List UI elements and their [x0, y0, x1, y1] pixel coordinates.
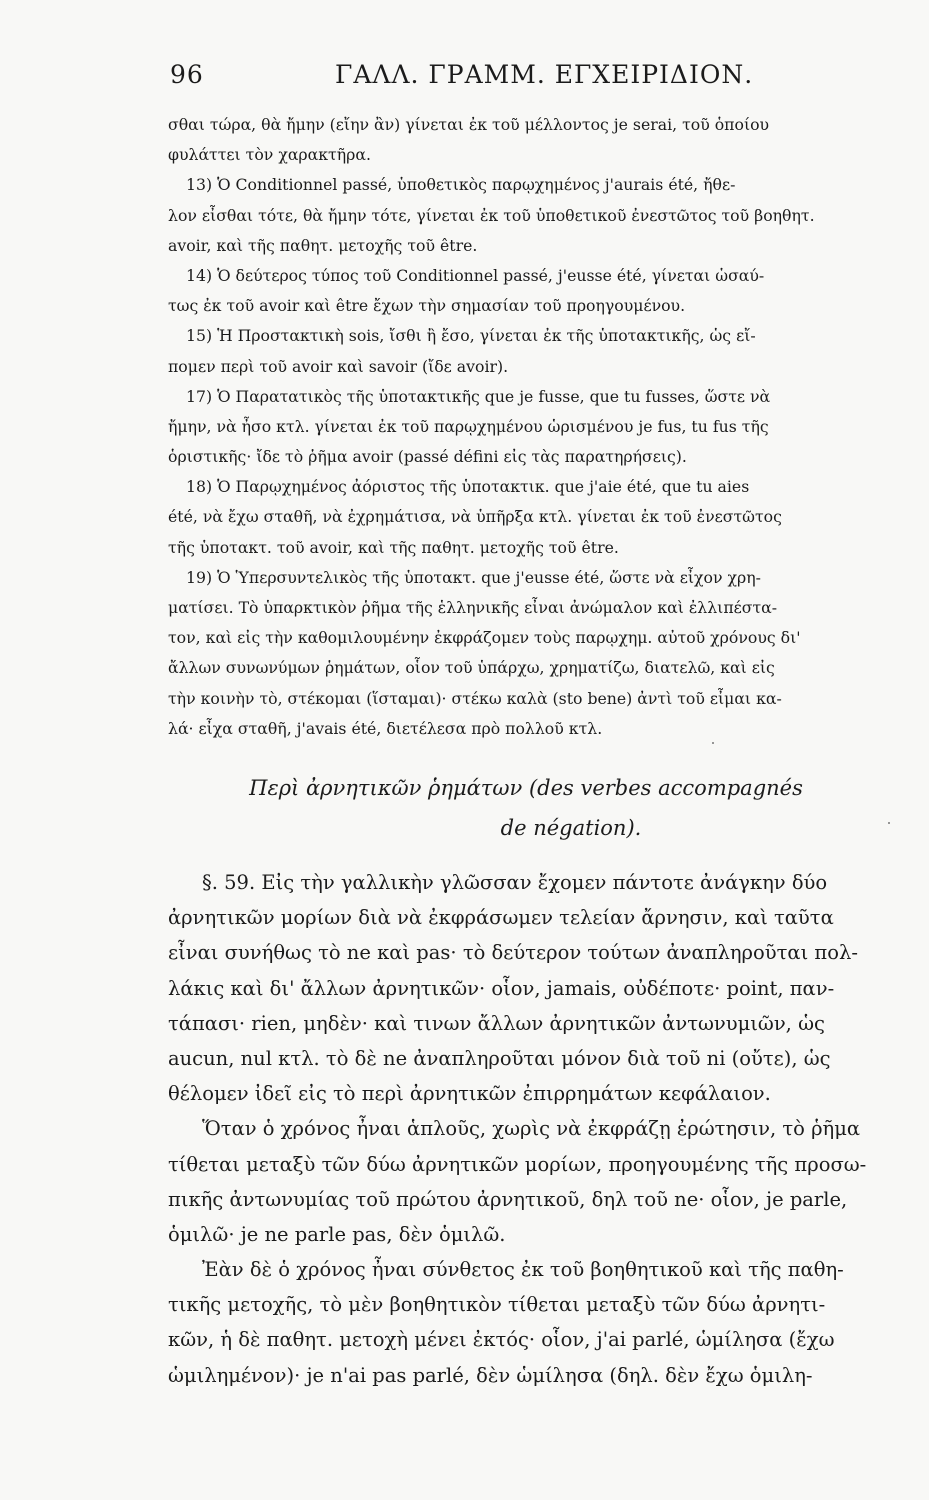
- paragraph-line: ὁμιλῶ· je ne parle pas, δὲν ὁμιλῶ.: [168, 1222, 506, 1246]
- text-line: avoir, καὶ τῆς παθητ. μετοχῆς τοῦ être.: [168, 235, 478, 255]
- text-line: τῆς ὑποτακτ. τοῦ avoir, καὶ τῆς παθητ. μετοχῆς τοῦ être.: [168, 537, 619, 557]
- paragraph-line: κῶν, ἡ δὲ παθητ. μετοχὴ μένει ἐκτός· οἷον, j'ai parlé, ὡμίλησα (ἔχω: [168, 1328, 835, 1352]
- section-heading-line-2: de négation).: [500, 816, 642, 840]
- text-line: 18) Ὁ Παρῳχημένος ἀόριστος τῆς ὑποτακτικ. que j'aie été, que tu aies: [186, 477, 750, 497]
- text-line: 13) Ὁ Conditionnel passé, ὑποθετικὸς παρῳχημένος j'aurais été, ἤθε-: [186, 175, 736, 195]
- paragraph-line: ὡμιλημένον)· je n'ai pas parlé, δὲν ὡμίλησα (δηλ. δὲν ἔχω ὁμιλη-: [168, 1363, 813, 1387]
- text-line: ὁριστικῆς· ἴδε τὸ ῥῆμα avoir (passé défini εἰς τὰς παρατηρήσεις).: [168, 447, 687, 467]
- text-line: 14) Ὁ δεύτερος τύπος τοῦ Conditionnel passé, j'eusse été, γίνεται ὡσαύ-: [186, 265, 765, 285]
- paragraph-line: Ἐὰν δὲ ὁ χρόνος ἦναι σύνθετος ἐκ τοῦ βοηθητικοῦ καὶ τῆς παθη-: [202, 1258, 844, 1282]
- paragraph-line: εἶναι συνήθως τὸ ne καὶ pas· τὸ δεύτερον τούτων ἀναπληροῦται πολ-: [168, 941, 858, 965]
- paragraph-line: πικῆς ἀντωνυμίας τοῦ πρώτου ἀρνητικοῦ, δηλ τοῦ ne· οἷον, je parle,: [168, 1187, 848, 1211]
- paragraph-line: aucun, nul κτλ. τὸ δὲ ne ἀναπληροῦται μόνον διὰ τοῦ ni (οὔτε), ὡς: [168, 1046, 831, 1070]
- running-title: ΓΑΛΛ. ΓΡΑΜΜ. ΕΓΧΕΙΡΙΔΙΟΝ.: [335, 60, 754, 89]
- text-line: 17) Ὁ Παρατατικὸς τῆς ὑποτακτικῆς que je fusse, que tu fusses, ὥστε νὰ: [186, 386, 771, 406]
- paragraph-line: ἀρνητικῶν μορίων διὰ νὰ ἐκφράσωμεν τελείαν ἄρνησιν, καὶ ταῦτα: [168, 906, 834, 930]
- print-speck: [888, 822, 890, 824]
- text-line: 15) Ἡ Προστακτικὴ sois, ἴσθι ἢ ἔσο, γίνεται ἐκ τῆς ὑποτακτικῆς, ὡς εἴ-: [186, 326, 756, 346]
- text-line: σθαι τώρα, θὰ ἤμην (εἴην ἂν) γίνεται ἐκ τοῦ μέλλοντος je serai, τοῦ ὁποίου: [168, 115, 770, 134]
- text-line: λον εἶσθαι τότε, θὰ ἤμην τότε, γίνεται ἐκ τοῦ ὑποθετικοῦ ἐνεστῶτος τοῦ βοηθητ.: [168, 205, 815, 225]
- text-line: 19) Ὁ Ὑπερσυντελικὸς τῆς ὑποτακτ. que j'eusse été, ὥστε νὰ εἶχον χρη-: [186, 567, 761, 587]
- section-heading-line-1: Περὶ ἀρνητικῶν ῥημάτων (des verbes accompagnés: [249, 776, 803, 800]
- text-line: φυλάττει τὸν χαρακτῆρα.: [168, 145, 371, 165]
- paragraph-line: θέλομεν ἰδεῖ εἰς τὸ περὶ ἀρνητικῶν ἐπιρρημάτων κεφάλαιον.: [168, 1082, 771, 1106]
- text-line: ἤμην, νὰ ἦσο κτλ. γίνεται ἐκ τοῦ παρῳχημένου ὡρισμένου je fus, tu fus τῆς: [168, 416, 769, 436]
- paragraph-line: τικῆς μετοχῆς, τὸ μὲν βοηθητικὸν τίθεται μεταξὺ τῶν δύω ἀρνητι-: [168, 1293, 826, 1317]
- paragraph-line: Ὅταν ὁ χρόνος ἦναι ἁπλοῦς, χωρὶς νὰ ἐκφράζῃ ἐρώτησιν, τὸ ῥῆμα: [202, 1117, 861, 1141]
- paragraph-line: τίθεται μεταξὺ τῶν δύω ἀρνητικῶν μορίων, προηγουμένης τῆς προσω-: [168, 1152, 867, 1176]
- paragraph-line: λάκις καὶ δι' ἄλλων ἀρνητικῶν· οἷον, jamais, οὐδέποτε· point, παν-: [168, 976, 835, 1000]
- text-line: πομεν περὶ τοῦ avoir καὶ savoir (ἴδε avoir).: [168, 356, 509, 376]
- main-text-block: [168, 865, 884, 1393]
- page-header: [170, 60, 885, 96]
- notes-text-block: [168, 110, 884, 744]
- section-heading: [168, 768, 884, 848]
- text-line: ἄλλων συνωνύμων ῥημάτων, οἷον τοῦ ὑπάρχω, χρηματίζω, διατελῶ, καὶ εἰς: [168, 658, 775, 678]
- paragraph-line: §. 59. Εἰς τὴν γαλλικὴν γλῶσσαν ἔχομεν πάντοτε ἀνάγκην δύο: [202, 871, 828, 894]
- text-line: τως ἐκ τοῦ avoir καὶ être ἔχων τὴν σημασίαν τοῦ προηγουμένου.: [168, 296, 686, 316]
- text-line: été, νὰ ἔχω σταθῆ, νὰ ἐχρημάτισα, νὰ ὑπῆρξα κτλ. γίνεται ἐκ τοῦ ἐνεστῶτος: [168, 507, 782, 527]
- text-line: λά· εἶχα σταθῆ, j'avais été, διετέλεσα πρὸ πολλοῦ κτλ.: [168, 718, 603, 738]
- text-line: ματίσει. Τὸ ὑπαρκτικὸν ῥῆμα τῆς ἑλληνικῆς εἶναι ἀνώμαλον καὶ ἐλλιπέστα-: [168, 598, 778, 617]
- paragraph-line: τάπασι· rien, μηδὲν· καὶ τινων ἄλλων ἀρνητικῶν ἀντωνυμιῶν, ὡς: [168, 1011, 825, 1035]
- text-line: τον, καὶ εἰς τὴν καθομιλουμένην ἐκφράζομεν τοὺς παρῳχημ. αὐτοῦ χρόνους δι': [168, 628, 801, 648]
- page-number: 96: [170, 60, 204, 89]
- print-speck: [712, 742, 714, 744]
- text-line: τὴν κοινὴν τὸ, στέκομαι (ἵσταμαι)· στέκω καλὰ (sto bene) ἀντὶ τοῦ εἶμαι κα-: [168, 688, 782, 708]
